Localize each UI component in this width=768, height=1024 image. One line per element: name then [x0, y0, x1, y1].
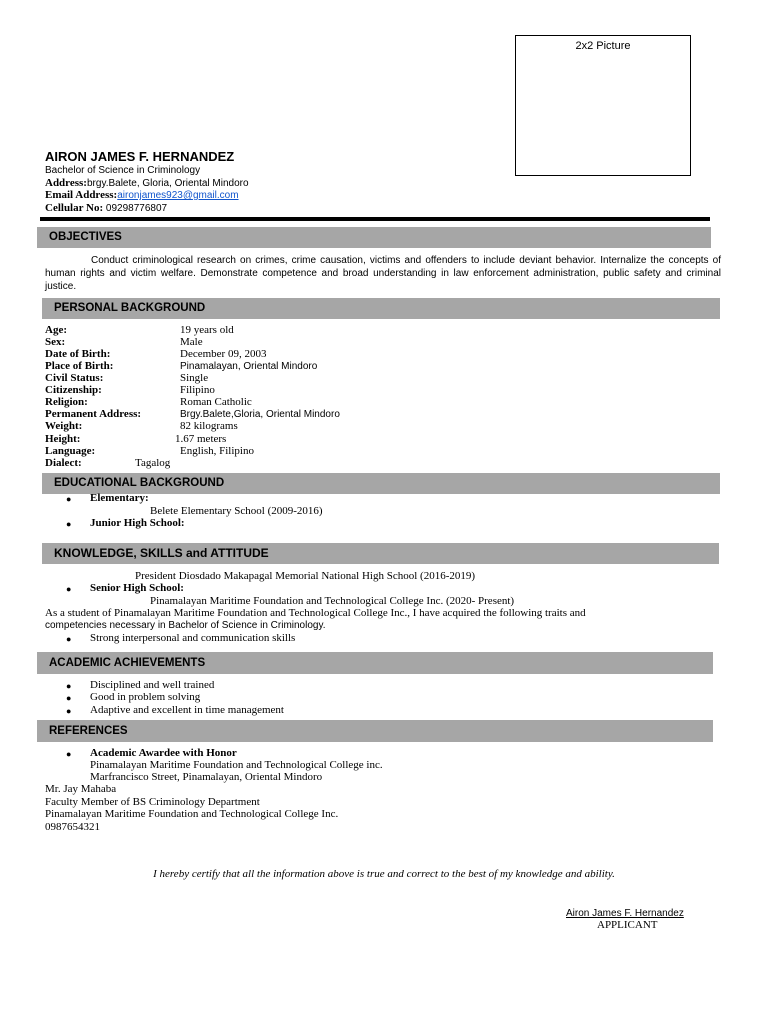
email-link[interactable]: aironjames923@gmail.com — [117, 190, 239, 201]
reference-name: Mr. Jay Mahaba — [45, 783, 117, 795]
reference-position: Faculty Member of BS Criminology Department — [45, 796, 260, 808]
bullet-icon: ● — [66, 749, 72, 759]
dialect-label: Dialect: — [45, 457, 82, 469]
achievement-item: Disciplined and well trained — [90, 679, 215, 691]
height-value: 1.67 meters — [175, 433, 227, 445]
religion-label: Religion: — [45, 396, 88, 408]
header-divider — [40, 217, 710, 221]
language-label: Language: — [45, 445, 96, 457]
personal-header: PERSONAL BACKGROUND — [42, 298, 720, 319]
pob-value: Pinamalayan, Oriental Mindoro — [180, 361, 318, 372]
language-value: English, Filipino — [180, 445, 254, 457]
permanent-address-label: Permanent Address: — [45, 408, 142, 420]
email-label: Email Address: — [45, 189, 118, 201]
weight-value: 82 kilograms — [180, 420, 238, 432]
permanent-address-value: Brgy.Balete,Gloria, Oriental Mindoro — [180, 409, 340, 420]
address-line — [45, 177, 249, 189]
photo-placeholder — [515, 35, 691, 176]
bullet-icon: ● — [66, 634, 72, 644]
award-address: Marfrancisco Street, Pinamalayan, Oriental Mindoro — [90, 771, 323, 783]
junior-high-school: President Diosdado Makapagal Memorial National High School (2016-2019) — [135, 570, 476, 582]
citizenship-value: Filipino — [180, 384, 215, 396]
objectives-text: Conduct criminological research on crimes, crime causation, victims and offenders to include deviant behavior. Internalize the concepts of human rights and victim welfare. Demonstrate competence and broad understanding in law enforcement administration, public safety and criminal justice. — [45, 255, 721, 292]
height-label: Height: — [45, 433, 81, 445]
cellular-label: Cellular No: — [45, 202, 104, 214]
skills-intro-line-1: As a student of Pinamalayan Maritime Foundation and Technological College Inc., I have acquired the following traits and — [45, 607, 586, 619]
award-label: Academic Awardee with Honor — [90, 747, 237, 759]
address-value: brgy.Balete, Gloria, Oriental Mindoro — [86, 178, 249, 189]
civil-status-value: Single — [180, 372, 209, 384]
objectives-header: OBJECTIVES — [37, 227, 711, 248]
bullet-icon: ● — [66, 706, 72, 716]
skills-header: KNOWLEDGE, SKILLS and ATTITUDE — [42, 543, 719, 564]
bullet-icon: ● — [66, 519, 72, 529]
dob-label: Date of Birth: — [45, 348, 111, 360]
elementary-label: Elementary: — [90, 492, 149, 504]
pob-label: Place of Birth: — [45, 360, 114, 372]
cellular-line — [45, 202, 167, 214]
dialect-value: Tagalog — [135, 457, 171, 469]
email-line — [45, 189, 239, 201]
degree: Bachelor of Science in Criminology — [45, 165, 201, 176]
sex-value: Male — [180, 336, 203, 348]
achievement-item: Good in problem solving — [90, 691, 201, 703]
bullet-icon: ● — [66, 693, 72, 703]
references-header: REFERENCES — [37, 720, 713, 742]
certification-statement: I hereby certify that all the information above is true and correct to the best of my knowledge and ability. — [153, 868, 615, 880]
junior-high-label: Junior High School: — [90, 517, 185, 529]
award-school: Pinamalayan Maritime Foundation and Technological College inc. — [90, 759, 383, 771]
reference-phone: 0987654321 — [45, 821, 100, 833]
civil-status-label: Civil Status: — [45, 372, 104, 384]
signature-name: Airon James F. Hernandez — [566, 908, 684, 919]
religion-value: Roman Catholic — [180, 396, 252, 408]
education-header: EDUCATIONAL BACKGROUND — [42, 473, 720, 494]
bullet-icon: ● — [66, 494, 72, 504]
address-label: Address: — [45, 177, 87, 189]
applicant-name: AIRON JAMES F. HERNANDEZ — [45, 149, 235, 164]
bullet-icon: ● — [66, 681, 72, 691]
weight-label: Weight: — [45, 420, 83, 432]
achievement-item: Adaptive and excellent in time management — [90, 704, 284, 716]
skills-intro-line-2: competencies necessary in Bachelor of Science in Criminology. — [45, 620, 326, 631]
sex-label: Sex: — [45, 336, 66, 348]
reference-school: Pinamalayan Maritime Foundation and Technological College Inc. — [45, 808, 339, 820]
elementary-school: Belete Elementary School (2009-2016) — [150, 505, 323, 517]
age-label: Age: — [45, 324, 67, 336]
achievements-header: ACADEMIC ACHIEVEMENTS — [37, 652, 713, 674]
citizenship-label: Citizenship: — [45, 384, 102, 396]
cellular-value: 09298776807 — [105, 203, 168, 214]
dob-value: December 09, 2003 — [180, 348, 267, 360]
age-value: 19 years old — [180, 324, 234, 336]
bullet-icon: ● — [66, 584, 72, 594]
senior-high-school: Pinamalayan Maritime Foundation and Technological College Inc. (2020- Present) — [150, 595, 515, 607]
senior-high-label: Senior High School: — [90, 582, 184, 594]
skill-item: Strong interpersonal and communication skills — [90, 632, 296, 644]
photo-label: 2x2 Picture — [575, 40, 631, 52]
signature-role: APPLICANT — [597, 919, 658, 931]
